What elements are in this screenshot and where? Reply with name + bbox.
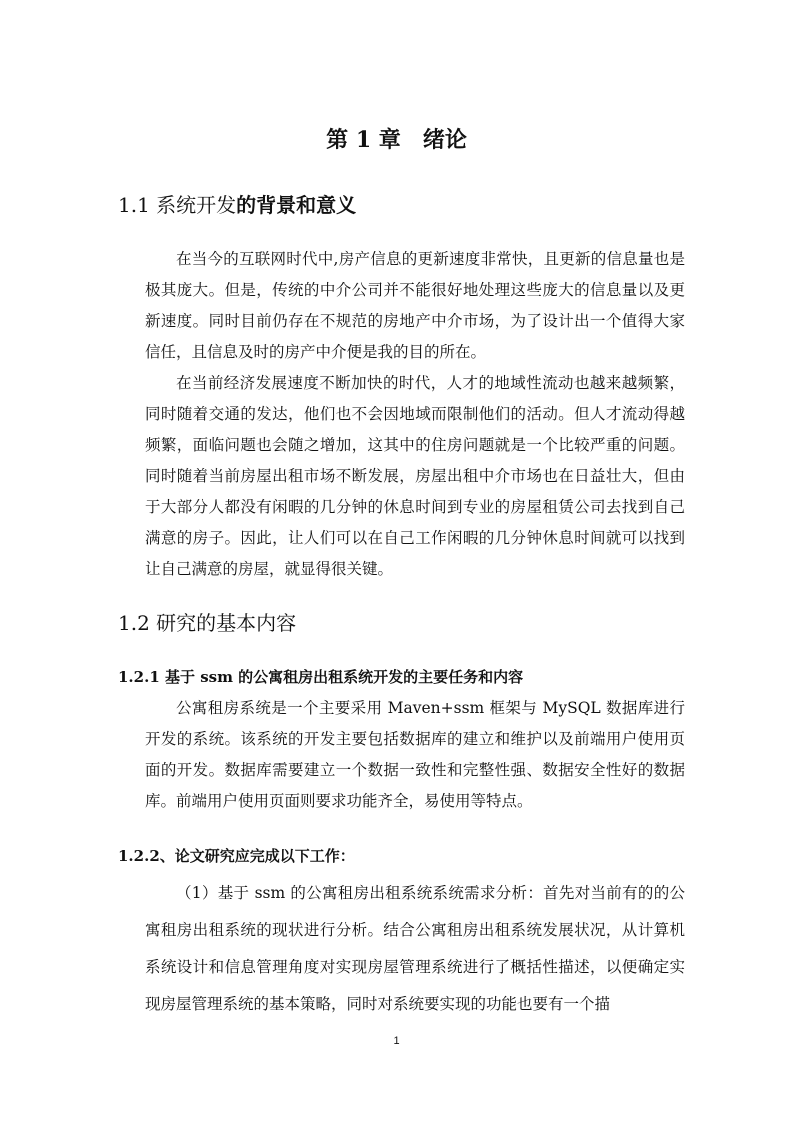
- section-heading-1-1: [118, 190, 356, 220]
- paragraph-background-1: 在当今的互联网时代中,房产信息的更新速度非常快，且更新的信息量也是极其庞大。但是，传统的中介公司并不能很好地处理这些庞大的信息量以及更新速度。同时目前仍存在不规范的房地产中介市场，为了设计出一个值得大家信任，且信息及时的房产中介便是我的目的所在。: [145, 250, 685, 361]
- chapter-number: 第 1 章: [326, 127, 401, 153]
- chapter-title: [0, 122, 793, 158]
- paragraph-system-overview: 公寓租房系统是一个主要采用 Maven+ssm 框架与 MySQL 数据库进行开发的系统。该系统的开发主要包括数据库的建立和维护以及前端用户使用页面的开发。数据库需要建立一个数据一致性和完整性强、数据安全性好的数据库。前端用户使用页面则要求功能齐全，易使用等特点。: [145, 699, 685, 810]
- page-number: 1: [393, 1035, 400, 1047]
- subsection-heading-1-2-1: 1.2.1 基于 ssm 的公寓租房出租系统开发的主要任务和内容: [118, 668, 524, 686]
- section-title: 研究的基本内容: [156, 611, 297, 635]
- section-number: 1.1: [118, 193, 150, 217]
- section-title-part2: 的背景和意义: [236, 193, 357, 217]
- chapter-name: 绪论: [422, 127, 467, 153]
- paragraph-requirements-analysis: （1）基于 ssm 的公寓租房出租系统系统需求分析：首先对当前有的的公寓租房出租系统的现状进行分析。结合公寓租房出租系统发展状况，从计算机系统设计和信息管理角度对实现房屋管理系统进行了概括性描述，以便确定实现房屋管理系统的基本策略，同时对系统要实现的功能也要有一个描: [145, 884, 685, 1013]
- paragraph-background-2: 在当前经济发展速度不断加快的时代，人才的地域性流动也越来越频繁，同时随着交通的发达，他们也不会因地域而限制他们的活动。但人才流动得越频繁，面临问题也会随之增加，这其中的住房问题就是一个比较严重的问题。同时随着当前房屋出租市场不断发展，房屋出租中介市场也在日益壮大，但由于大部分人都没有闲暇的几分钟的休息时间到专业的房屋租赁公司去找到自己满意的房子。因此，让人们可以在自己工作闲暇的几分钟休息时间就可以找到让自己满意的房屋，就显得很关键。: [145, 374, 685, 578]
- subsection-heading-1-2-2: 1.2.2、论文研究应完成以下工作：: [118, 847, 355, 865]
- section-title-part1: 系统开发: [156, 193, 237, 217]
- section-heading-1-2: [118, 608, 296, 638]
- section-number: 1.2: [118, 611, 150, 635]
